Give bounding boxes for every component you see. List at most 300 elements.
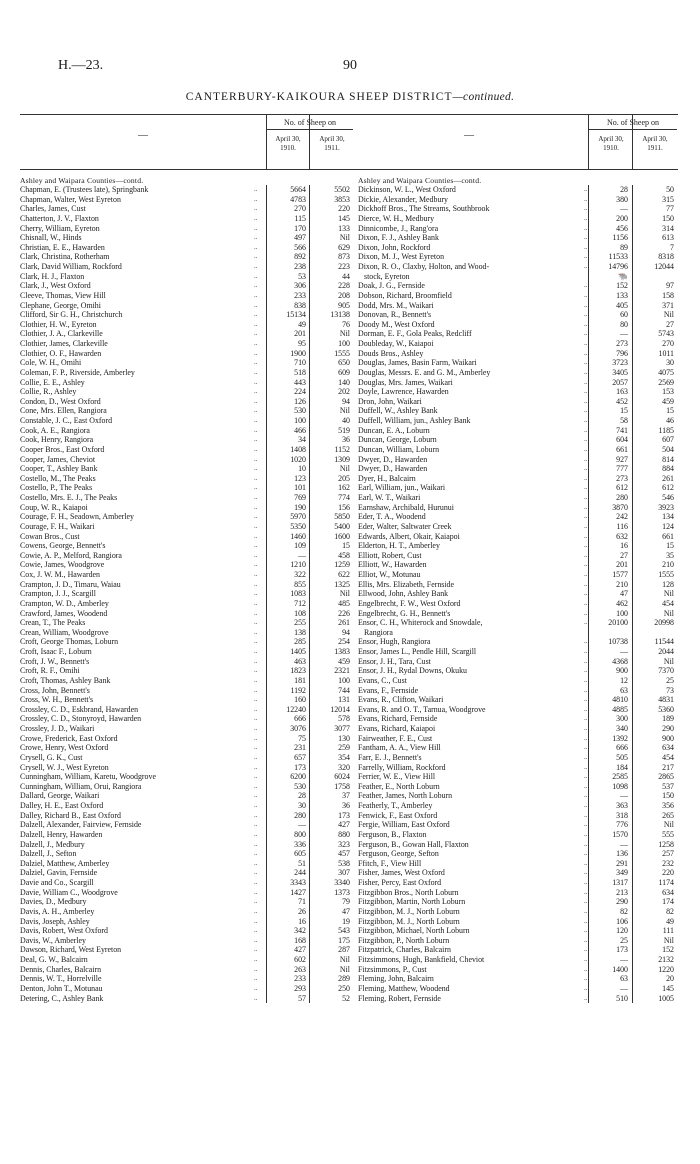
sheep-1911: 130 [338, 733, 350, 743]
sheep-1911: 37 [342, 791, 350, 801]
leader-dots: .. [584, 473, 588, 482]
table-row [20, 522, 354, 532]
owner-name: Earnshaw, Archibald, Hurunui [358, 502, 454, 512]
leader-dots: .. [254, 974, 258, 983]
owner-name: Cowens, George, Bennett's [20, 541, 106, 551]
sheep-1910: 838 [294, 300, 306, 310]
table-row [20, 445, 354, 455]
leader-dots: .. [584, 906, 588, 915]
leader-dots: .. [254, 425, 258, 434]
table-row [20, 801, 354, 811]
sheep-1911: 232 [662, 858, 674, 868]
table-row [20, 936, 354, 946]
sheep-1911: 226 [338, 608, 350, 618]
sheep-1910: 80 [620, 319, 628, 329]
table-row [352, 185, 678, 195]
sheep-1910: 3870 [612, 502, 628, 512]
sheep-1910: 1400 [612, 964, 628, 974]
owner-name: Rangiora [364, 627, 393, 637]
leader-dots: .. [584, 762, 588, 771]
table-row [352, 859, 678, 869]
leader-dots: .. [584, 396, 588, 405]
leader-dots: .. [254, 493, 258, 501]
leader-dots: .. [254, 781, 258, 790]
sheep-1910: 28 [620, 185, 628, 194]
sheep-1910: 27 [620, 550, 628, 560]
sheep-1911: Nil [339, 406, 350, 416]
leader-dots: .. [254, 945, 258, 954]
sheep-1911: 650 [338, 358, 350, 368]
table-row [20, 349, 354, 359]
leader-dots: .. [254, 242, 258, 251]
table-row [352, 599, 678, 609]
table-row [20, 676, 354, 686]
owner-name: Clark, Christina, Rotherham [20, 252, 110, 262]
table-row [352, 618, 678, 628]
sheep-1911: 1600 [334, 531, 350, 541]
owner-name: Dron, John, Waikari [358, 396, 422, 406]
table-row [20, 714, 354, 724]
table-row [352, 483, 678, 493]
sheep-1910: 566 [294, 242, 306, 252]
sheep-1910: 518 [294, 367, 306, 377]
sheep-1911: 259 [338, 743, 350, 753]
table-row [20, 791, 354, 801]
owner-name: Doody M., West Oxford [358, 319, 435, 329]
leader-dots: .. [584, 772, 588, 781]
owner-name: Dixon, R. O., Claxby, Holton, and Wood- [358, 262, 490, 271]
owner-name: Douglas, James, Basin Farm, Waikari [358, 358, 477, 368]
table-row [20, 917, 354, 927]
sheep-1911: 629 [338, 242, 350, 252]
leader-dots: .. [254, 993, 258, 1002]
owner-name: Douds Bros., Ashley [358, 348, 424, 358]
owner-name: Douglas, Messrs. E. and G. M., Amberley [358, 367, 491, 377]
sheep-1910: 15 [620, 406, 628, 416]
leader-dots: .. [254, 935, 258, 944]
owner-name: Farr, E. J., Bennett's [358, 752, 422, 762]
leader-dots: .. [584, 579, 588, 588]
leader-dots: .. [254, 444, 258, 453]
leader-dots: .. [584, 223, 588, 232]
owner-name: Dalzell, J., Medbury [20, 839, 85, 849]
owner-name: Dixon, John, Rockford [358, 242, 431, 252]
year-1910-heading: April 30, 1910. [275, 135, 301, 152]
sheep-1910: 15134 [286, 310, 306, 320]
owner-name: Ferrier, W. E., View Hill [358, 772, 436, 782]
owner-name: Crowe, Henry, West Oxford [20, 743, 109, 753]
sheep-1910: 800 [294, 829, 306, 839]
leader-dots: .. [254, 858, 258, 867]
sheep-1910: 273 [616, 339, 628, 348]
leader-dots: .. [254, 367, 258, 376]
leader-dots: .. [254, 204, 258, 213]
sheep-1910: 244 [294, 868, 306, 878]
leader-dots: .. [584, 262, 588, 270]
table-row [20, 965, 354, 975]
leader-dots: .. [254, 791, 258, 800]
owner-name: Fitzsimmons, Hugh, Bankfield, Cheviot [358, 955, 485, 964]
left-column [20, 114, 354, 1003]
leader-dots: .. [254, 983, 258, 992]
leader-dots: .. [254, 339, 258, 347]
sheep-1910: 233 [294, 290, 306, 300]
sheep-1911: 454 [662, 598, 674, 608]
owner-name: Dalzell, Henry, Hawarden [20, 829, 103, 839]
sheep-1910: 152 [616, 281, 628, 291]
sheep-1911: Nil [339, 964, 350, 974]
leader-dots: .. [254, 194, 258, 203]
sheep-1910: 380 [616, 194, 628, 204]
table-row [20, 878, 354, 888]
owner-name: Cowie, James, Woodgrove [20, 560, 105, 570]
sheep-1910: 71 [298, 897, 306, 907]
sheep-1911: 356 [662, 801, 674, 810]
owner-name: Fleming, John, Balcairn [358, 974, 434, 984]
leader-dots: .. [254, 752, 258, 761]
sheep-1910: 712 [294, 598, 306, 608]
sheep-1911: Nil [339, 233, 350, 243]
owner-name: Dixon, M. J., West Eyreton [358, 252, 445, 262]
sheep-1911: 900 [662, 733, 674, 743]
table-row [20, 339, 354, 349]
sheep-1911: 4831 [658, 695, 674, 705]
sheep-1911: 1005 [658, 993, 674, 1003]
table-row [20, 753, 354, 763]
table-row [352, 705, 678, 715]
sheep-1910: 160 [294, 695, 306, 705]
sheep-1911: 814 [662, 454, 674, 464]
leader-dots: .. [254, 868, 258, 877]
name-column-dash: — [464, 130, 474, 141]
table-row [20, 272, 354, 282]
table-row [20, 840, 354, 850]
sheep-1911: 124 [662, 521, 674, 531]
sheep-1910: 63 [620, 685, 628, 695]
sheep-1911: 265 [662, 810, 674, 820]
table-row [352, 647, 678, 657]
owner-name: Croft, J. W., Bennett's [20, 656, 90, 666]
table-row [20, 830, 354, 840]
leader-dots: .. [584, 935, 588, 944]
owner-name: Clothier, H. W., Eyreton [20, 319, 97, 329]
owner-name: Davis, Joseph, Ashley [20, 916, 90, 926]
owner-name: Fergie, William, East Oxford [358, 820, 450, 830]
sheep-1910: 530 [294, 406, 306, 416]
table-row [20, 724, 354, 734]
sheep-1910: 2585 [612, 772, 628, 782]
table-row [352, 329, 678, 339]
sheep-1910: 463 [294, 656, 306, 666]
sheep-1911: 131 [338, 695, 350, 705]
sheep-1910: 224 [294, 387, 306, 397]
owner-name: Fairweather, F. E., Cust [358, 733, 433, 743]
sheep-1911: 1011 [658, 348, 674, 358]
sheep-count-heading: No. of Sheep on [589, 118, 677, 130]
owner-name: Cross, W. H., Bennett's [20, 695, 94, 705]
sheep-1910: 242 [616, 512, 628, 522]
leader-dots: .. [254, 887, 258, 896]
sheep-1911: 1185 [658, 425, 674, 435]
sheep-1910: 163 [616, 387, 628, 397]
owner-name: Ellis, Mrs. Elizabeth, Fernside [358, 579, 454, 589]
owner-name: Ellwood, John, Ashley Bank [358, 589, 449, 599]
leader-dots: .. [584, 839, 588, 848]
leader-dots: .. [584, 570, 588, 578]
year-1910-heading: April 30, 1910. [598, 135, 624, 152]
sheep-1910: 133 [616, 290, 628, 300]
leader-dots: .. [584, 955, 588, 963]
sheep-1910: 58 [620, 416, 628, 425]
owner-name: Dalziel, Matthew, Amberley [20, 858, 110, 868]
table-row [20, 252, 354, 262]
sheep-1910: 2057 [612, 377, 628, 387]
leader-dots: .. [254, 377, 258, 386]
sheep-1910: 210 [616, 579, 628, 589]
table-row [352, 994, 678, 1004]
sheep-1911: 261 [662, 473, 674, 483]
table-row [352, 753, 678, 763]
leader-dots: .. [584, 204, 588, 213]
table-row [352, 734, 678, 744]
table-row [352, 474, 678, 484]
sheep-1910: 530 [294, 781, 306, 791]
table-row [20, 811, 354, 821]
leader-dots: .. [584, 820, 588, 829]
sheep-1911: 661 [662, 531, 674, 541]
sheep-1911: 612 [662, 483, 674, 493]
sheep-1911: 100 [338, 339, 350, 348]
sheep-1911: 76 [342, 319, 350, 329]
sheep-1910: 741 [616, 425, 628, 435]
table-row [20, 464, 354, 474]
sheep-1910: 255 [294, 618, 306, 628]
sheep-1910: 25 [620, 935, 628, 945]
sheep-1911: 307 [338, 868, 350, 878]
leader-dots: .. [584, 974, 588, 983]
sheep-1910: 497 [294, 233, 306, 243]
owner-name: Dierce, W. H., Medbury [358, 213, 435, 223]
sheep-1911: 3077 [334, 724, 350, 733]
sheep-1910: 1317 [612, 878, 628, 887]
owner-name: Duncan, George, Loburn [358, 435, 437, 445]
leader-dots: .. [254, 473, 258, 482]
owner-name: Charles, James, Cust [20, 204, 86, 214]
table-row [352, 464, 678, 474]
sheep-1911: 2569 [658, 377, 674, 387]
sheep-1910: — [298, 820, 306, 830]
sheep-1910: 🐃 [618, 271, 628, 281]
sheep-1911: 634 [662, 743, 674, 753]
leader-dots: .. [254, 252, 258, 261]
sheep-1911: 30 [666, 358, 674, 368]
sheep-1910: 115 [294, 213, 306, 223]
leader-dots: .. [254, 319, 258, 328]
sheep-1910: 466 [294, 425, 306, 435]
owner-name: Cooper Bros., East Oxford [20, 444, 105, 454]
sheep-1911: 128 [662, 579, 674, 589]
left-entries [20, 185, 354, 1003]
owner-name: Chapman, Walter, West Eyreton [20, 194, 121, 204]
owner-name: Cox, J. W. M., Hawarden [20, 570, 100, 579]
sheep-1911: 220 [662, 868, 674, 878]
owner-name: Cross, John, Bennett's [20, 685, 90, 695]
sheep-1910: 181 [294, 675, 306, 685]
table-row [20, 859, 354, 869]
leader-dots: .. [254, 387, 258, 396]
sheep-1910: 363 [616, 801, 628, 810]
table-row [352, 493, 678, 503]
owner-name: Dalziel, Gavin, Fernside [20, 868, 98, 878]
leader-dots: .. [584, 358, 588, 367]
sheep-1910: 1392 [612, 733, 628, 743]
sheep-1910: 1427 [290, 887, 306, 897]
sheep-1910: 1210 [290, 560, 306, 570]
sheep-1910: 273 [616, 473, 628, 483]
sheep-1910: 201 [294, 329, 306, 339]
table-row [352, 926, 678, 936]
table-row [20, 185, 354, 195]
table-row [20, 320, 354, 330]
sheep-1910: 777 [616, 464, 628, 474]
owner-name: Cooper, James, Cheviot [20, 454, 96, 464]
owner-name: Ensor, Hugh, Rangiora [358, 637, 431, 647]
sheep-1910: 280 [294, 810, 306, 820]
table-row [20, 763, 354, 773]
sheep-1911: 315 [662, 194, 674, 204]
owner-name: Dalley, H. E., East Oxford [20, 801, 104, 810]
table-row [352, 214, 678, 224]
table-row [352, 657, 678, 667]
table-row [20, 368, 354, 378]
owner-name: Denton, John T., Motunau [20, 983, 103, 993]
sheep-1910: 342 [294, 926, 306, 936]
sheep-1911: 354 [338, 752, 350, 762]
table-row [20, 849, 354, 859]
owner-name: Eder, T. A., Woodend [358, 512, 426, 522]
table-row [352, 358, 678, 368]
sheep-1911: 427 [338, 820, 350, 830]
sheep-1911: 5400 [334, 521, 350, 531]
sheep-1910: 12 [620, 675, 628, 685]
table-row [352, 801, 678, 811]
table-row [352, 281, 678, 291]
sheep-1911: 145 [662, 983, 674, 993]
sheep-1910: 100 [294, 416, 306, 425]
owner-name: Christian, E. E., Hawarden [20, 242, 105, 252]
table-row [352, 310, 678, 320]
table-row [20, 378, 354, 388]
leader-dots: .. [584, 878, 588, 886]
sheep-1910: 60 [620, 310, 628, 320]
owner-name: Dawson, Richard, West Eyreton [20, 945, 122, 955]
leader-dots: .. [254, 714, 258, 723]
owner-name: Dyer, H., Balcairn [358, 473, 416, 483]
sheep-1910: 20100 [608, 618, 628, 628]
leader-dots: .. [254, 839, 258, 848]
sheep-1910: 632 [616, 531, 628, 541]
leader-dots: .. [254, 550, 258, 559]
sheep-1910: 5970 [290, 512, 306, 522]
leader-dots: .. [584, 964, 588, 973]
table-row [352, 301, 678, 311]
sheep-1910: 769 [294, 493, 306, 502]
owner-name: Davis, Robert, West Oxford [20, 926, 108, 936]
sheep-1911: 1220 [658, 964, 674, 974]
sheep-1910: 51 [298, 858, 306, 868]
sheep-1910: 120 [616, 926, 628, 936]
leader-dots: .. [584, 319, 588, 328]
sheep-1911: Nil [663, 608, 674, 618]
sheep-1911: 173 [338, 810, 350, 820]
table-row [352, 397, 678, 407]
leader-dots: .. [584, 926, 588, 935]
sheep-1911: 36 [342, 801, 350, 810]
sheep-1910: 200 [616, 213, 628, 223]
table-row [20, 647, 354, 657]
owner-name: Featherly, T., Amberley [358, 801, 433, 810]
table-row [20, 291, 354, 301]
owner-name: Cook, Henry, Rangiora [20, 435, 94, 445]
right-entries [352, 185, 678, 1003]
sheep-1910: 1083 [290, 589, 306, 599]
owner-name: Cowie, A. P., Melford, Rangiora [20, 550, 122, 560]
sheep-1910: 233 [294, 974, 306, 984]
table-row [352, 426, 678, 436]
table-row [352, 445, 678, 455]
sheep-1911: 15 [666, 406, 674, 416]
sheep-1911: Nil [663, 310, 674, 320]
table-row [20, 204, 354, 214]
owner-name: Fleming, Matthew, Woodend [358, 983, 450, 993]
owner-name: Fleming, Robert, Fernside [358, 993, 441, 1003]
owner-name: Fitzgibbon, M. J., North Loburn [358, 916, 460, 926]
owner-name: Costello, P., The Peaks [20, 483, 93, 493]
table-row [352, 830, 678, 840]
leader-dots: .. [584, 367, 588, 376]
sheep-1910: — [298, 550, 306, 560]
leader-dots: .. [584, 858, 588, 867]
sheep-1910: 270 [294, 204, 306, 214]
owner-name: Clothier, J. A., Clarkeville [20, 329, 103, 339]
sheep-1910: 101 [294, 483, 306, 493]
owner-name: Ferguson, B., Flaxton [358, 829, 427, 839]
sheep-1911: 156 [338, 502, 350, 512]
sheep-1911: 36 [342, 435, 350, 445]
leader-dots: .. [254, 906, 258, 915]
leader-dots: .. [254, 435, 258, 444]
sheep-1910: 456 [616, 223, 628, 233]
owner-name: Davis, W., Amberley [20, 935, 86, 945]
sheep-1911: 622 [338, 570, 350, 579]
owner-name: Evans, Richard, Kaiapoi [358, 724, 436, 733]
leader-dots: .. [584, 868, 588, 877]
sheep-1911: 774 [338, 493, 350, 502]
leader-dots: .. [254, 290, 258, 299]
owner-name: Clothier, James, Clarkeville [20, 339, 108, 348]
sheep-1910: 290 [616, 897, 628, 907]
leader-dots: .. [584, 233, 588, 242]
leader-dots: .. [584, 724, 588, 732]
owner-name: Fitzgibbon, M. J., North Loburn [358, 906, 460, 916]
sheep-1911: 223 [338, 262, 350, 271]
sheep-1911: 371 [662, 300, 674, 310]
table-row [20, 214, 354, 224]
leader-dots: .. [584, 791, 588, 800]
sheep-1911: 459 [338, 656, 350, 666]
leader-dots: .. [254, 464, 258, 473]
table-row [352, 849, 678, 859]
